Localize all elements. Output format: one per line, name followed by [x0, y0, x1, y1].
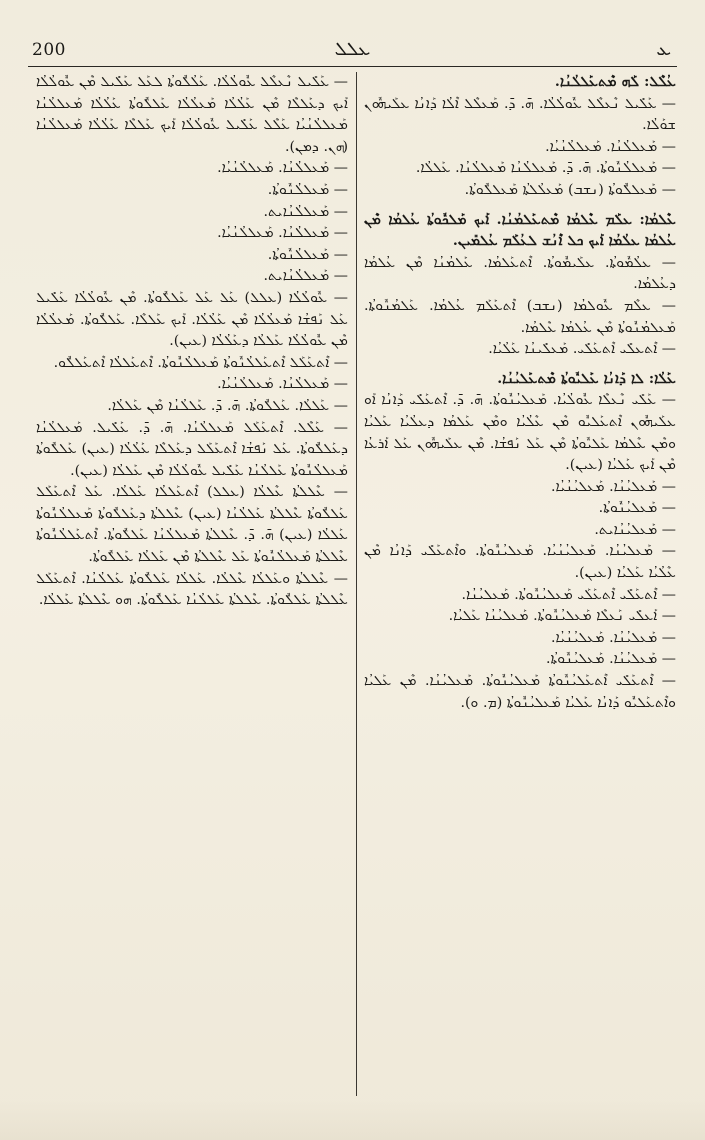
dictionary-subentry: — ܡܰܥܠܠܳܢܳܐ. ܡܰܥܠܠܳܢܳܝܳܐ. [217, 225, 348, 242]
dictionary-subentry: — ܥܠܶܡ ܥܽܘܠܡܳܐ (ܢܫܒ) ܐܶܬܥܰܠܰܡ ܥܳܠܡܳܐ. ܥܰܠܡܳܢܽܘܬܳܐ. ܡܰܥܠܡܳܢܽܘܬܳܐ ܡܶܢ ܥܳܠܡܳܐ ܥܶܠܡܳܐ. [364, 297, 676, 336]
page-number: 200 [32, 40, 66, 60]
dictionary-subentry: — ܥܰܠܺܝܠ ܢܶܥܠܶܠ ܥܽܘܠܳܠܳܐ. ܥܰܠܳܠܽܘܬܳܐ ܠܥܰܠ ܥܰܠܺܝܠ ܡܶܢ ܥܽܘܠܳܠܳܐ ܐܰܝܟ ܕܥܰܠܠܶܐ ܡܶܢ ܥܰܠܳܠܳܐ ܡܰܥܠܳܠܳܐ ܥܰܠܠܽܘܬܳܐ ܥܰܠܳܠܳܐ ܡܰܥܠܠܳܢܳܐ ܡܰܥܠܠܳܢܳܝܳܐ ܥܰܠܶܠ ܥܰܠܺܝܠ ܥܽܘܠܳܠܳܐ ܐܰܝܟ ܥܰܠܠܶܐ ܥܰܠܳܠܳܐ ܡܰܥܠܠܳܢܳܐ (ܗܢ. ܕܡܢ). [36, 74, 348, 155]
dictionary-subentry: — ܡܰܥܠܠܳܢܽܘܬܳܐ. [267, 246, 348, 263]
dictionary-subentry: — ܐܶܬܥܰܠܺܝ ܐܶܬܥܰܠܰܝ ܡܰܥܠܝܳܢܽܘܬܳܐ. ܡܰܥܠܝܳܢܳܐ. [461, 586, 676, 603]
dictionary-subentry: — ܡܰܥܠܠܳܢܳܐ. ܡܰܥܠܠܳܢܳܝܳܐ. [217, 376, 348, 393]
dictionary-subentry: — ܡܰܥܠܠܳܢܽܘܬܳܐ. [267, 181, 348, 198]
section-letter: ܥ [656, 38, 671, 60]
running-head: ܥܠܠ [334, 38, 371, 60]
dictionary-subentry: — ܡܰܥܠܝܳܢܳܐ. ܡܰܥܠܝܳܢܳܝܳܐ. ܡܰܥܠܝܳܢܽܘܬܳܐ. ܘܐܶܬܥܰܠܺܝ ܕܰܐܢܳܐ ܡܶܢ ܥܶܠܳܝܳܐ ܥܰܠܝܳܐ (ܥܝܢ). [364, 543, 676, 582]
left-column [36, 72, 348, 1096]
dictionary-subentry: — ܡܰܥܠܠܳܢܳܐ. ܡܰܥܠܠܳܢܳܝܳܐ. [545, 138, 676, 155]
right-column [364, 72, 676, 1096]
dictionary-subentry: — ܥܰܠܠܳܐ. ܥܰܠܠܽܘܬܳܐ. ܗ̄. ܕ̄. ܥܰܠܠܳܢܳܐ ܡܶܢ ܥܰܠܠܳܐ. [107, 397, 348, 414]
dictionary-subentry: — ܡܰܥܠܠܳܢܳܐ. ܡܰܥܠܠܳܢܳܝܳܐ. [217, 160, 348, 177]
dictionary-headword-entry: ܥܶܠܡܳܐ: ܥܠܰܡ ܥܶܠܡܳܐ ܡܶܬܥܰܠܡܳܢܳܐ. ܐܰܝܟ ܡܰܠܟܽܘܬܳܐ ܥܳܠܡܳܐ ܡܶܢ ܥܳܠܡܳܐ ܥܠܳܡܳܐ ܐܰܝܟ ܟܠ ܐܶܢܳܫ ܠܥܳܠܰܡ ܥܳܠܡܺܝܢ. [364, 211, 676, 250]
page-bottom-shade [0, 1100, 705, 1140]
dictionary-subentry: — ܡܰܥܠܝܳܢܳܐ. ܡܰܥܠܝܳܢܳܝܳܐ. [550, 478, 676, 495]
dictionary-subentry: — ܥܶܠܠܬܳܐ ܥܶܠܠܳܐ (ܥܠܠ) ܐܶܬܥܰܠܠܳܐ ܥܰܠܠܳܐ. ܥܰܠ ܐܶܬܥܰܠܰܠ ܥܰܠܠܽܘܬܳܐ ܥܶܠܠܬܳܐ ܥܰܠܠܳܢܳܐ (ܥܝܢ) ܥܶܠܠܬܳܐ ܕܥܰܠܠܽܘܬܳܐ ܡܰܥܠܠܳܢܽܘܬܳܐ ܥܰܠܠܳܐ (ܥܝܢ) ܗ̄. ܕ̄. ܥܶܠܠܬܳܐ ܡܰܥܠܠܳܢܳܐ ܥܰܠܠܽܘܬܳܐ. ܐܶܬܥܰܠܠܳܢܽܘܬܳܐ ܥܶܠܠܬܳܐ ܡܰܥܠܠܳܢܽܘܬܳܐ ܥܰܠ ܥܶܠܠܬܳܐ ܡܶܢ ܥܰܠܠܳܐ ܥܰܠܠܽܘܬܳܐ. [36, 484, 348, 566]
dictionary-subentry: — ܡܰܥܠܝܳܢܳܐܝܬ. [594, 521, 676, 538]
dictionary-subentry: — ܡܰܥܠܝܳܢܽܘܬܳܐ. [598, 500, 676, 517]
dictionary-subentry: — ܡܰܥܠܝܳܢܳܐ. ܡܰܥܠܝܳܢܽܘܬܳܐ. [545, 651, 676, 668]
dictionary-subentry: — ܥܶܠܠܬܳܐ ܘܥܰܠܠܳܐ ܥܶܠܠܳܐ. ܥܰܠܠܳܐ ܥܰܠܠܽܘܬܳܐ ܥܰܠܠܳܢܳܐ. ܐܶܬܥܰܠܰܠ ܥܶܠܠܬܳܐ ܥܰܠܠܽܘܬܳܐ. ܥܶܠܠܬܳܐ ܥܰܠܠܳܢܳܐ ܥܰܠܠܽܘܬܳܐ. ܗܘ ܥܶܠܠܬܳܐ ܥܰܠܠܳܐ. [36, 570, 348, 609]
dictionary-subentry: — ܐܶܬܥܰܠܺܝ ܐܶܬܥܰܠܝܳܢܽܘܬܳܐ ܡܰܥܠܝܳܢܽܘܬܳܐ. ܡܰܥܠܝܳܢܳܐ. ܡܶܢ ܥܰܠܝܳܐ ܘܐܶܬܥܰܠܝܽܘ ܕܰܐܢܳܐ ܥܰܠܝܳܐ ܡܰܥܠܝܳܢܽܘܬܳܐ (ܡ. ܘ). [364, 673, 676, 711]
dictionary-subentry: — ܥܠܳܡܽܘܬܳܐ. ܥܠܰܝܡܽܘܬܳܐ. ܐܶܬܥܰܠܡܳܐ. ܥܰܠܡܳܢܳܐ ܡܶܢ ܥܳܠܡܳܐ ܕܥܳܠܡܳܐ. [364, 254, 676, 293]
dictionary-subentry: — ܡܰܥܠܝܳܢܳܐ. ܡܰܥܠܝܳܢܳܝܳܐ. [550, 629, 676, 646]
dictionary-subentry: — ܡܰܥܠܠܳܢܽܘܬܳܐ. ܗ̄. ܕ̄. ܡܰܥܠܠܳܢܳܐ ܡܰܥܠܠܳܢܳܐ. ܥܰܠܠܳܐ. [415, 160, 676, 177]
dictionary-subentry: — ܥܰܠܺܝܠ ܢܶܥܠܶܠ ܥܽܘܠܳܠܳܐ. ܗ̄. ܕ̄. ܡܰܥܠܶܠ ܐܶܠܳܐ ܕܰܐܢܳܐ ܥܠܰܝܗܽܘܢ ܫܘܰܠܳܐ. [364, 95, 676, 134]
page-header [30, 36, 675, 66]
dictionary-subentry: — ܡܰܥܠܠܳܢܳܐܝܬ. [263, 268, 348, 285]
dictionary-headword-entry: ܥܰܠܳܐ: ܠܐ ܕܰܐܢܳܐ ܥܰܠܝܽܘܬܳܐ ܡܶܬܥܰܠܝܳܢܳܐ. [497, 370, 676, 387]
dictionary-subentry: — ܐܶܬܥܰܠܰܠ ܐܶܬܥܰܠܠܳܢܽܘܬܳܐ ܡܰܥܠܠܳܢܽܘܬܳܐ. ܐܶܬܥܰܠܠܳܐ ܐܶܬܥܰܠܠܽܘ. [53, 354, 348, 371]
dictionary-subentry: — ܡܰܥܠܠܽܘܬܳܐ (ܢܫܒ) ܡܰܥܠܳܠܬܳܐ ܡܰܥܠܠܽܘܬܳܐ. [464, 181, 676, 198]
dictionary-subentry: — ܡܰܥܠܠܳܢܳܐܝܬ. [263, 203, 348, 220]
dictionary-subentry: — ܥܰܠܶܠ. ܐܶܬܥܰܠܰܠ ܡܰܥܠܠܳܢܳܐ. ܗ̄. ܕ̄. ܥܰܠܺܝܠ. ܡܰܥܠܠܳܢܳܐ ܕܥܰܠܠܽܘܬܳܐ. ܥܰܠ ܢܰܦܫܳܐ ܐܶܬܥܰܠܰܠ ܕܥܰܠܠܶܐ ܥܰܠܳܠܳܐ (ܥܝܢ) ܥܰܠܠܽܘܬܳܐ ܡܰܥܠܠܳܢܽܘܬܳܐ ܥܰܠܠܳܢܳܐ ܥܰܠܺܝܠ ܥܽܘܠܳܠܳܐ ܡܶܢ ܥܰܠܠܳܐ (ܥܝܢ). [36, 419, 348, 479]
dictionary-subentry: — ܥܽܘܠܳܠܳܐ (ܥܠܠ) ܥܰܠ ܥܰܠ ܥܰܠܠܽܘܬܳܐ. ܡܶܢ ܥܽܘܠܳܠܳܐ ܥܰܠܺܝܠ ܥܰܠ ܢܰܦܫܳܐ ܡܰܥܠܳܠܳܐ ܡܶܢ ܥܰܠܳܠܳܐ. ܐܰܝܟ ܥܰܠܠܶܐ. ܥܰܠܠܽܘܬܳܐ. ܡܰܥܠܳܠܳܐ ܡܶܢ ܥܽܘܠܳܠܳܐ ܥܰܠܠܳܐ ܕܥܰܠܳܠܳܐ (ܥܝܢ). [36, 289, 348, 350]
dictionary-subentry: — ܐܶܬܥܠܺܝ ܐܶܬܥܰܠܺܝ. ܡܰܥܠܺܝܢܳܐ ܥܰܠܳܝܳܐ. [488, 341, 676, 358]
dictionary-subentry: — ܥܰܠܺܝ ܢܶܥܠܶܐ ܥܽܘܠܳܝܳܐ. ܡܰܥܠܝܳܢܽܘܬܳܐ. ܗ̄. ܕ̄. ܐܶܬܥܰܠܺܝ ܕܰܐܢܳܐ ܐܰܘ ܥܠܰܝܗܽܘܢ ܐܶܬܥܰܠܝܽܘ ܡܶܢ ܥܶܠܳܝܳܐ ܘܡܶܢ ܥܰܠܡܳܐ ܕܥܠܳܝܳܐ ܥܰܠܝܳܐ ܘܡܶܢ ܥܶܠܡܳܐ ܥܰܠܝܽܘܬܳܐ ܡܶܢ ܥܰܠ ܢܰܦܫܳܐ. ܡܶܢ ܥܠܰܝܗܽܘܢ ܥܰܠ ܐܰܪܥܳܐ ܡܶܢ ܐܰܝܟ ܥܰܠܝܳܐ (ܥܝܢ). [364, 392, 676, 474]
column-divider [356, 72, 357, 1096]
header-rule [28, 66, 677, 67]
dictionary-headword-entry: ܥܳܠܶܠ: ܠܰܗ ܡܶܬܥܰܠܠܳܢܳܐ. [554, 74, 676, 90]
dictionary-subentry: — ܐܰܥܠܺܝ ܢܰܥܠܶܐ ܡܰܥܠܝܳܢܽܘܬܳܐ. ܡܰܥܠܝܳܢܳܐ ܥܰܠܝܳܐ. [448, 608, 676, 625]
